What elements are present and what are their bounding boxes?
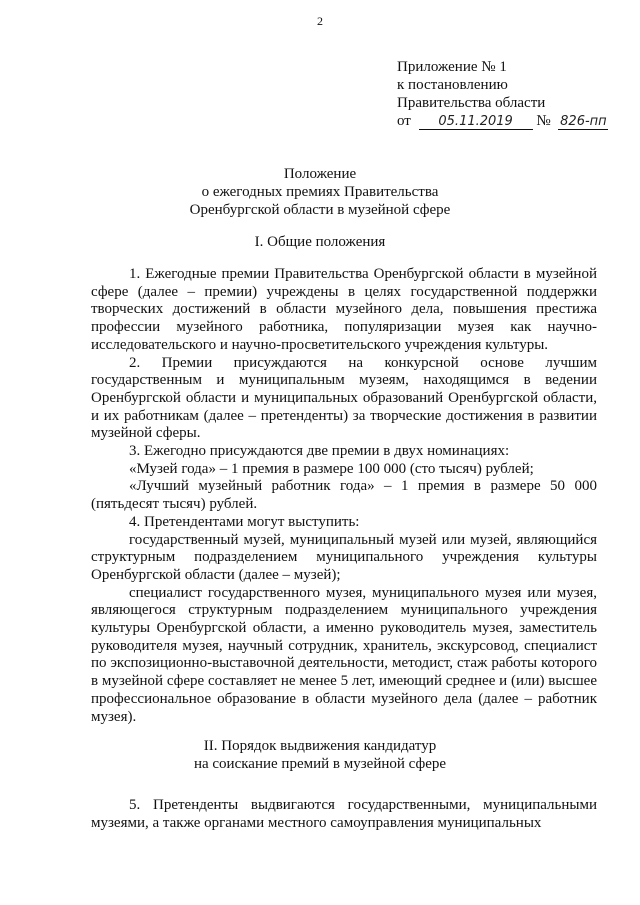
paragraph: 2. Премии присуждаются на конкурсной основе лучшим государственным и муниципальным музеям, находящимся в ведении Оренбургской области и муниципальных образований Оренбургской области, и их работникам (далее – претенденты) за творческие достижения в развитии музейной сферы. <box>91 354 597 442</box>
section-2-heading-line-2: на соискание премий в музейной сфере <box>193 756 447 772</box>
handwritten-date: 05.11.2019 <box>419 114 533 130</box>
title-line-3: Оренбургской области в музейной сфере <box>189 202 451 218</box>
date-prefix: от <box>397 113 411 129</box>
paragraph: 4. Претендентами могут выступить: <box>129 513 360 530</box>
paragraph: «Лучший музейный работник года» – 1 премия в размере 50 000 (пятьдесят тысяч) рублей. <box>91 478 597 513</box>
title-line-2: о ежегодных премиях Правительства <box>201 184 439 200</box>
handwritten-number: 826-пп <box>560 114 607 129</box>
paragraph: 1. Ежегодные премии Правительства Оренбургской области в музейной сфере (далее – премии) учреждены в целях государственной поддержки творческих достижений в области музейного дела, повышения престижа профессии музейного работника, популяризации музея как научно-исследовательского и научно-просветительского учреждения культуры. <box>91 266 597 353</box>
annex-line-2: к постановлению <box>397 77 508 93</box>
paragraph: специалист государственного музея, муниципального музея или музея, являющегося структурным подразделением муниципального учреждения культуры Оренбургской области, а именно руководитель музея, заместитель руководителя музея, научный сотрудник, хранитель, экскурсовод, специалист по экспозиционно-выставочной деятельности, методист, стаж работы которого в музейной сфере составляет не менее 5 лет, имеющий среднее и (или) высшее профессиональное образование в области музейного дела (далее – работник музея). <box>91 584 597 725</box>
paragraph: государственный музей, муниципальный музей или музей, являющийся структурным подразделением муниципального учреждения культуры Оренбургской области (далее – музей); <box>91 531 597 583</box>
section-2-heading-line-1: II. Порядок выдвижения кандидатур <box>203 738 437 754</box>
annex-line-3: Правительства области <box>397 95 546 111</box>
annex-line-1: Приложение № 1 <box>397 59 507 75</box>
section-1-heading: I. Общие положения <box>254 234 386 250</box>
page-number: 2 <box>317 14 323 28</box>
paragraph: 5. Претенденты выдвигаются государственными, муниципальными музеями, а также органами местного самоуправления муниципальных <box>91 797 597 831</box>
title-line-1: Положение <box>283 166 357 182</box>
annex-block <box>397 58 608 130</box>
section-1-body <box>91 266 597 726</box>
section-2-heading <box>0 737 640 773</box>
number-prefix: № <box>536 113 551 129</box>
document-title <box>0 165 640 219</box>
paragraph: «Музей года» – 1 премия в размере 100 000 (сто тысяч) рублей; <box>129 460 534 477</box>
section-2-body <box>91 796 597 832</box>
paragraph: 3. Ежегодно присуждаются две премии в двух номинациях: <box>129 443 510 460</box>
annex-date-row <box>397 112 608 130</box>
